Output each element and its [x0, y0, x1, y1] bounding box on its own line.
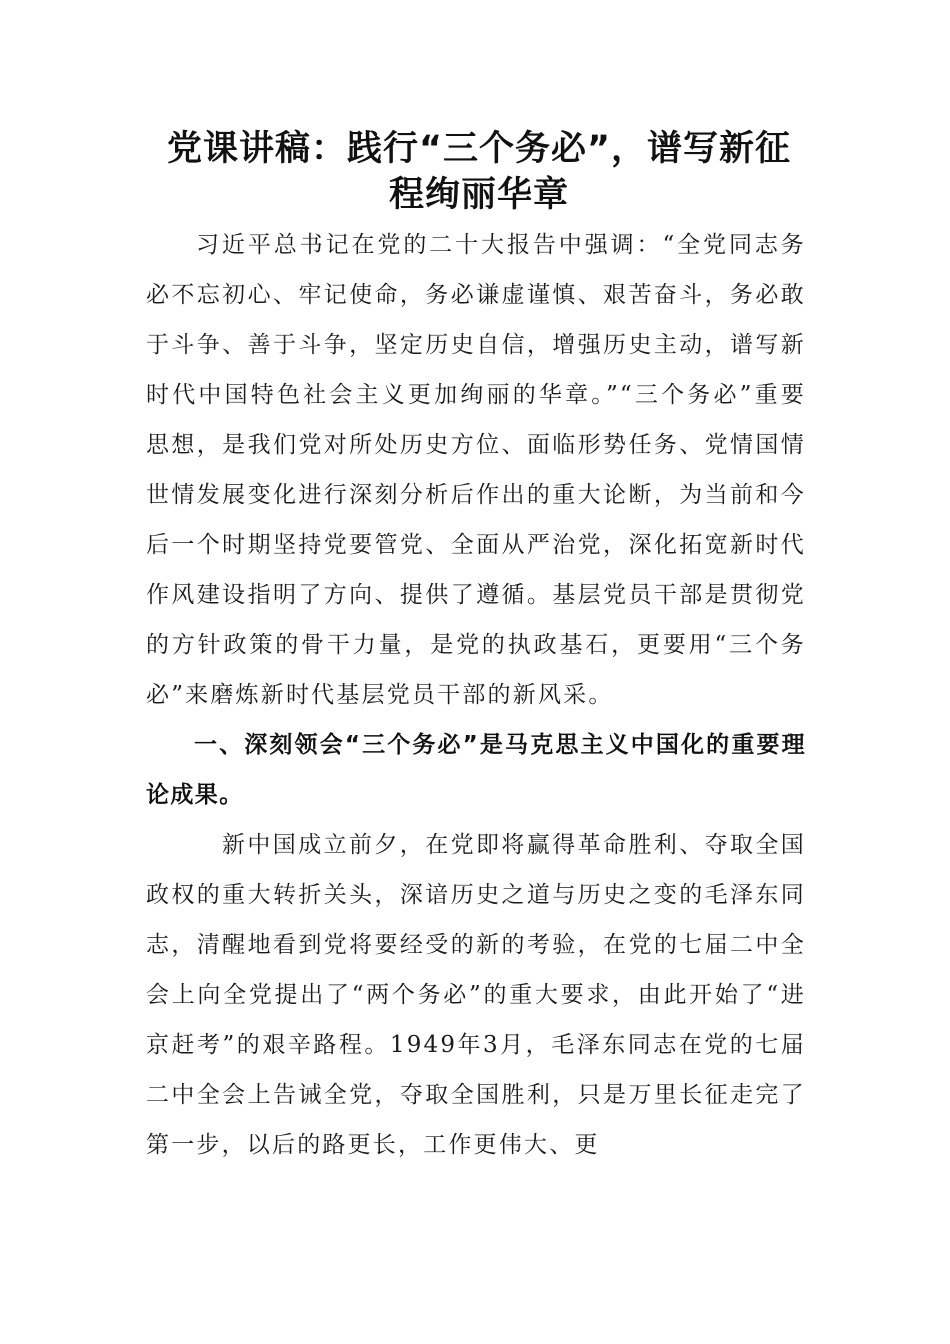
- document-body: [146, 126, 806, 1170]
- section-heading: 一、深刻领会“三个务必”是马克思主义中国化的重要理论成果。: [146, 732, 806, 808]
- section-paragraph: 新中国成立前夕，在党即将赢得革命胜利、夺取全国政权的重大转折关头，深谙历史之道与历史之变的毛泽东同志，清醒地看到党将要经受的新的考验，在党的七届二中全会上向全党提出了“两个务必”的重大要求，由此开始了“进京赶考”的艰辛路程。1949年3月，毛泽东同志在党的七届二中全会上告诫全党，夺取全国胜利，只是万里长征走完了第一步，以后的路更长，工作更伟大、更: [146, 832, 806, 1158]
- document-title: 党课讲稿：践行“三个务必”，谱写新征程绚丽华章: [166, 129, 791, 215]
- intro-paragraph: 习近平总书记在党的二十大报告中强调：“全党同志务必不忘初心、牢记使命，务必谦虚谨慎、艰苦奋斗，务必敢于斗争、善于斗争，坚定历史自信，增强历史主动，谱写新时代中国特色社会主义更加绚丽的华章。”“三个务必”重要思想，是我们党对所处历史方位、面临形势任务、党情国情世情发展变化进行深刻分析后作出的重大论断，为当前和今后一个时期坚持党要管党、全面从严治党，深化拓宽新时代作风建设指明了方向、提供了遵循。基层党员干部是贯彻党的方针政策的骨干力量，是党的执政基石，更要用“三个务必”来磨炼新时代基层党员干部的新风采。: [146, 232, 806, 708]
